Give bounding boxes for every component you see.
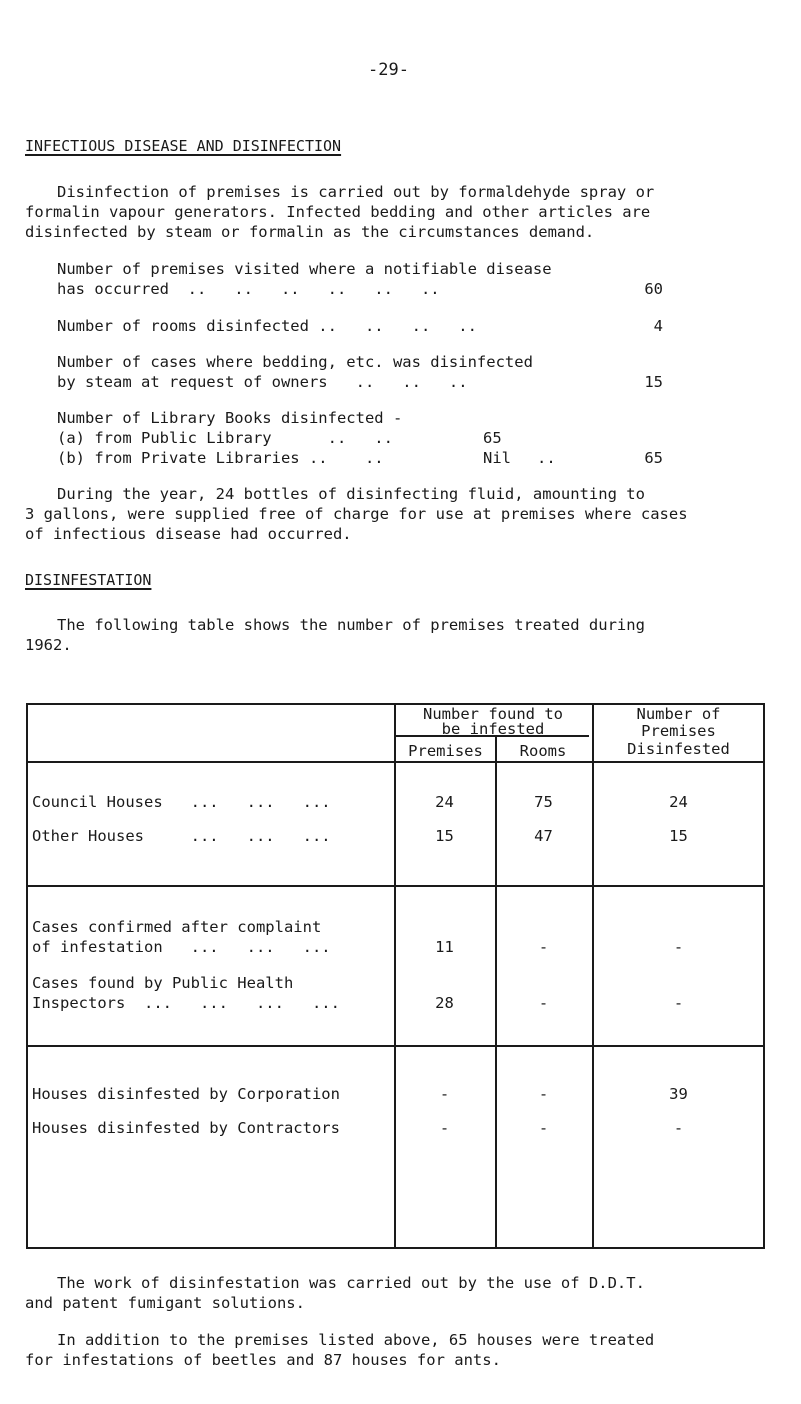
stat-value: 15: [644, 373, 663, 391]
stat-label: has occurred .. .. .. .. .. ..: [57, 280, 440, 298]
table-cell-rooms: 75: [534, 793, 553, 811]
library-label: Number of Library Books disinfected -: [57, 409, 403, 427]
header-disinfested: Premises: [641, 722, 716, 740]
addition-paragraph-line: for infestations of beetles and 87 houses for ants.: [25, 1351, 501, 1369]
table-cell-disinfested: -: [673, 938, 684, 956]
table-cell-rooms: 47: [534, 827, 553, 845]
library-private-value: Nil: [483, 449, 511, 467]
table-cell-rooms: -: [538, 1119, 549, 1137]
table-cell-rooms: -: [538, 938, 549, 956]
stat-label: Number of cases where bedding, etc. was disinfected: [57, 353, 533, 371]
section-heading-disinfestation: DISINFESTATION: [25, 571, 152, 589]
table-cell-premises: -: [439, 1119, 450, 1137]
table-row-label: Cases found by Public Health: [32, 974, 294, 992]
fluid-paragraph-line: of infectious disease had occurred.: [25, 525, 352, 543]
stat-label: Number of rooms disinfected .. .. .. ..: [57, 317, 477, 335]
table-row-label: Other Houses ... ... ...: [32, 827, 331, 845]
fluid-paragraph-line: 3 gallons, were supplied free of charge for use at premises where cases: [25, 505, 688, 523]
table-cell-disinfested: 24: [669, 793, 688, 811]
header-found: Number found to: [423, 705, 563, 723]
table-row-label: Houses disinfested by Corporation: [32, 1085, 340, 1103]
work-paragraph-line: The work of disinfestation was carried out by the use of D.D.T.: [57, 1274, 645, 1292]
table-cell-premises: 24: [435, 793, 454, 811]
header-disinfested: Disinfested: [627, 740, 730, 758]
table-intro-line: The following table shows the number of premises treated during: [57, 616, 645, 634]
table-group-divider: [28, 885, 763, 887]
library-private-label: (b) from Private Libraries .. ..: [57, 449, 384, 467]
section-heading-infectious-disease: INFECTIOUS DISEASE AND DISINFECTION: [25, 137, 342, 155]
table-row-label: Inspectors ... ... ... ...: [32, 994, 340, 1012]
table-cell-premises: 15: [435, 827, 454, 845]
library-dots: ..: [537, 449, 556, 467]
table-group-divider: [28, 1045, 763, 1047]
header-rooms: Rooms: [519, 742, 567, 760]
work-paragraph-line: and patent fumigant solutions.: [25, 1294, 305, 1312]
fluid-paragraph-line: During the year, 24 bottles of disinfecting fluid, amounting to: [57, 485, 645, 503]
table-row-label: Cases confirmed after complaint: [32, 918, 322, 936]
table-row-label: Houses disinfested by Contractors: [32, 1119, 340, 1137]
intro-paragraph-line: formalin vapour generators. Infected bedding and other articles are: [25, 203, 651, 221]
table-column-divider: [592, 705, 594, 1247]
table-header-divider: [28, 761, 763, 763]
disinfestation-table: [26, 703, 765, 1249]
library-public-label: (a) from Public Library .. ..: [57, 429, 393, 447]
table-cell-premises: 28: [435, 994, 454, 1012]
table-cell-premises: 11: [435, 938, 454, 956]
stat-value: 4: [653, 317, 663, 335]
table-cell-disinfested: 39: [669, 1085, 688, 1103]
header-disinfested: Number of: [636, 705, 721, 723]
header-found-underlined: be infested: [441, 720, 545, 738]
library-total: 65: [644, 449, 663, 467]
library-public-value: 65: [483, 429, 502, 447]
intro-paragraph-line: Disinfection of premises is carried out by formaldehyde spray or: [57, 183, 655, 201]
table-row-label: Council Houses ... ... ...: [32, 793, 331, 811]
intro-paragraph-line: disinfected by steam or formalin as the circumstances demand.: [25, 223, 595, 241]
table-intro-line: 1962.: [25, 636, 72, 654]
addition-paragraph-line: In addition to the premises listed above, 65 houses were treated: [57, 1331, 655, 1349]
table-cell-premises: -: [439, 1085, 450, 1103]
table-row-label: of infestation ... ... ...: [32, 938, 331, 956]
table-cell-rooms: -: [538, 1085, 549, 1103]
table-cell-disinfested: -: [673, 994, 684, 1012]
page-number: -29-: [368, 60, 409, 80]
table-cell-disinfested: 15: [669, 827, 688, 845]
header-premises: Premises: [408, 742, 483, 760]
stat-label: Number of premises visited where a notifiable disease: [57, 260, 552, 278]
table-column-divider: [394, 705, 396, 1247]
table-cell-rooms: -: [538, 994, 549, 1012]
stat-value: 60: [644, 280, 663, 298]
table-cell-disinfested: -: [673, 1119, 684, 1137]
stat-label: by steam at request of owners .. .. ..: [57, 373, 468, 391]
